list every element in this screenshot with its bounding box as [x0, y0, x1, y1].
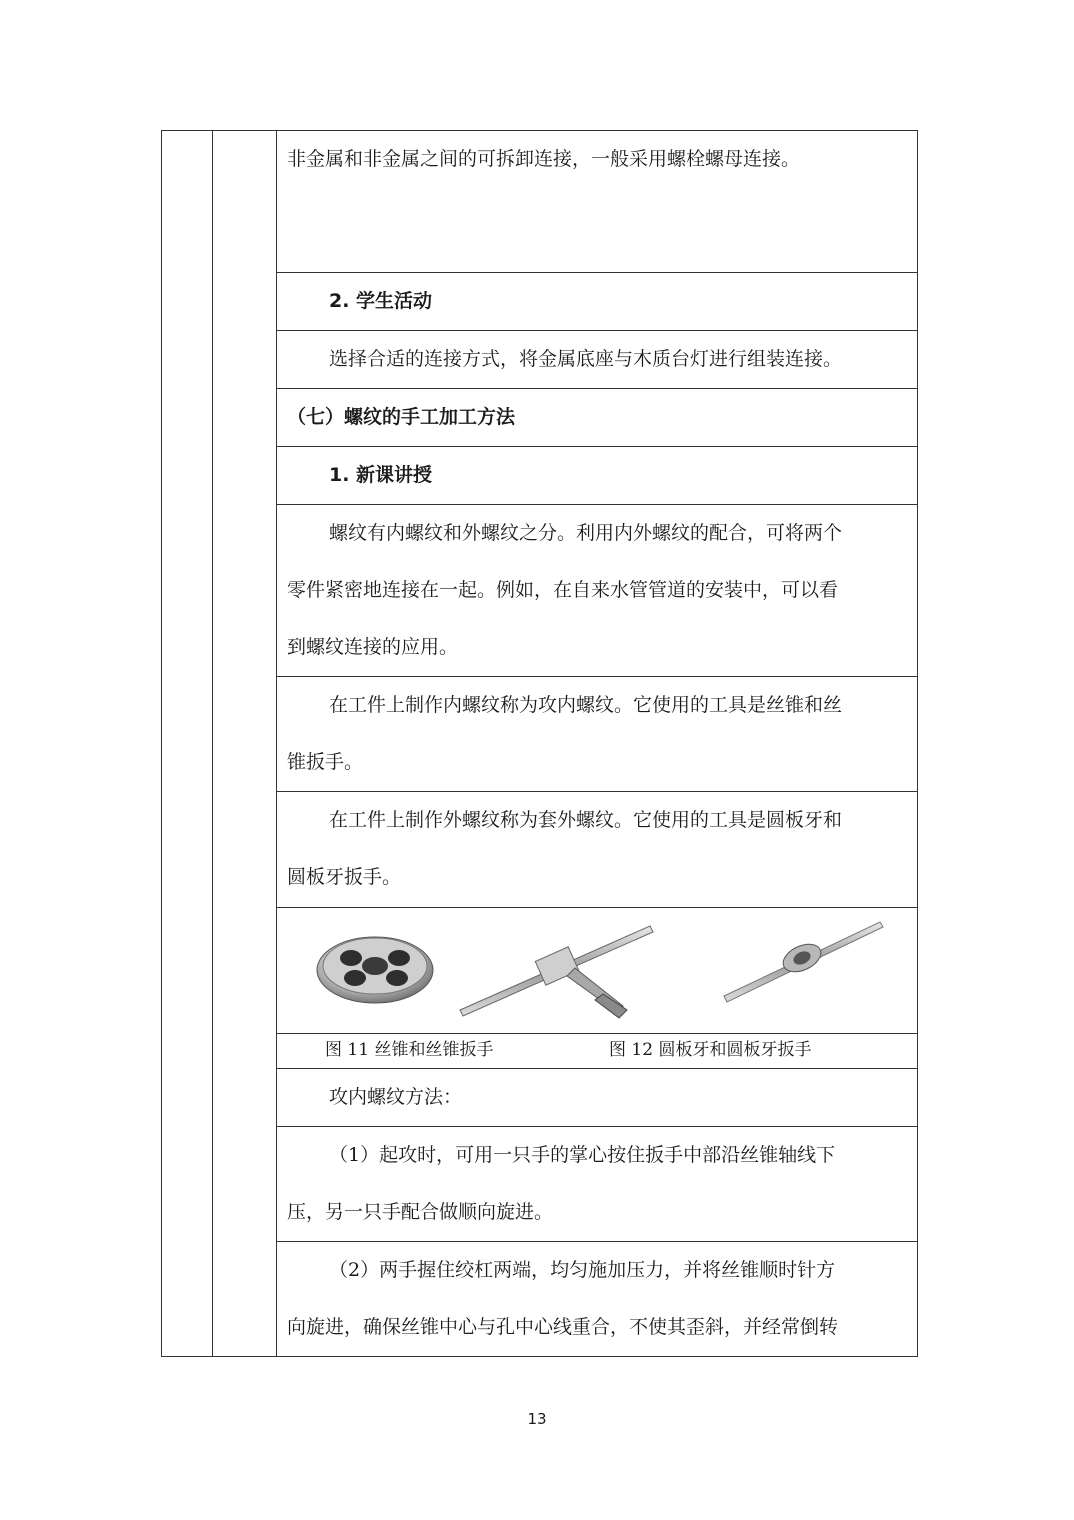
- caption-figure-12: 图 12 圆板牙和圆板牙扳手: [609, 1040, 812, 1060]
- heading-new-lesson: 1. 新课讲授: [329, 464, 433, 486]
- round-die-icon: [317, 937, 433, 1003]
- tools-illustration: [277, 908, 917, 1032]
- heading-student-activity: 2. 学生活动: [329, 290, 433, 312]
- paragraph-student-activity: 选择合适的连接方式，将金属底座与木质台灯进行组装连接。: [329, 348, 843, 370]
- die-stock-icon: [724, 922, 883, 1002]
- paragraph-step2-line1: （2）两手握住绞杠两端，均匀施加压力，并将丝锥顺时针方: [329, 1259, 836, 1281]
- paragraph-threads-line3: 到螺纹连接的应用。: [287, 636, 459, 658]
- left-column-cell: [162, 131, 213, 1357]
- heading-section-seven: （七）螺纹的手工加工方法: [287, 406, 516, 428]
- paragraph-tapping-method: 攻内螺纹方法：: [329, 1086, 463, 1108]
- tap-wrench-icon: [460, 926, 653, 1018]
- caption-figure-11: 图 11 丝锥和丝锥扳手: [325, 1040, 494, 1060]
- lesson-table: [161, 130, 918, 1357]
- content-cell: [277, 677, 918, 792]
- content-cell: [277, 273, 918, 331]
- caption-cell: [277, 1034, 918, 1069]
- paragraph-step1-line2: 压，另一只手配合做顺向旋进。: [287, 1201, 554, 1223]
- page-number: 13: [527, 1410, 547, 1428]
- paragraph-nonmetal: 非金属和非金属之间的可拆卸连接，一般采用螺栓螺母连接。: [287, 148, 801, 170]
- paragraph-step1-line1: （1）起攻时，可用一只手的掌心按住扳手中部沿丝锥轴线下: [329, 1144, 836, 1166]
- paragraph-tap-line1: 在工件上制作内螺纹称为攻内螺纹。它使用的工具是丝锥和丝: [329, 694, 843, 716]
- paragraph-tap-line2: 锥扳手。: [287, 751, 364, 773]
- paragraph-threads-line1: 螺纹有内螺纹和外螺纹之分。利用内外螺纹的配合，可将两个: [329, 522, 843, 544]
- paragraph-die-line1: 在工件上制作外螺纹称为套外螺纹。它使用的工具是圆板牙和: [329, 809, 843, 831]
- content-cell: [277, 447, 918, 505]
- content-cell: [277, 792, 918, 908]
- figure-cell: [277, 908, 918, 1034]
- paragraph-step2-line2: 向旋进，确保丝锥中心与孔中心线重合，不使其歪斜，并经常倒转: [287, 1316, 839, 1338]
- paragraph-threads-line2: 零件紧密地连接在一起。例如，在自来水管管道的安装中，可以看: [287, 579, 839, 601]
- content-cell: [277, 1127, 918, 1242]
- content-cell: [277, 331, 918, 389]
- middle-column-cell: [213, 131, 277, 1357]
- content-cell: [277, 389, 918, 447]
- content-cell: [277, 131, 918, 273]
- content-cell: [277, 1069, 918, 1127]
- content-cell: [277, 1242, 918, 1357]
- content-cell: [277, 505, 918, 677]
- paragraph-die-line2: 圆板牙扳手。: [287, 866, 402, 888]
